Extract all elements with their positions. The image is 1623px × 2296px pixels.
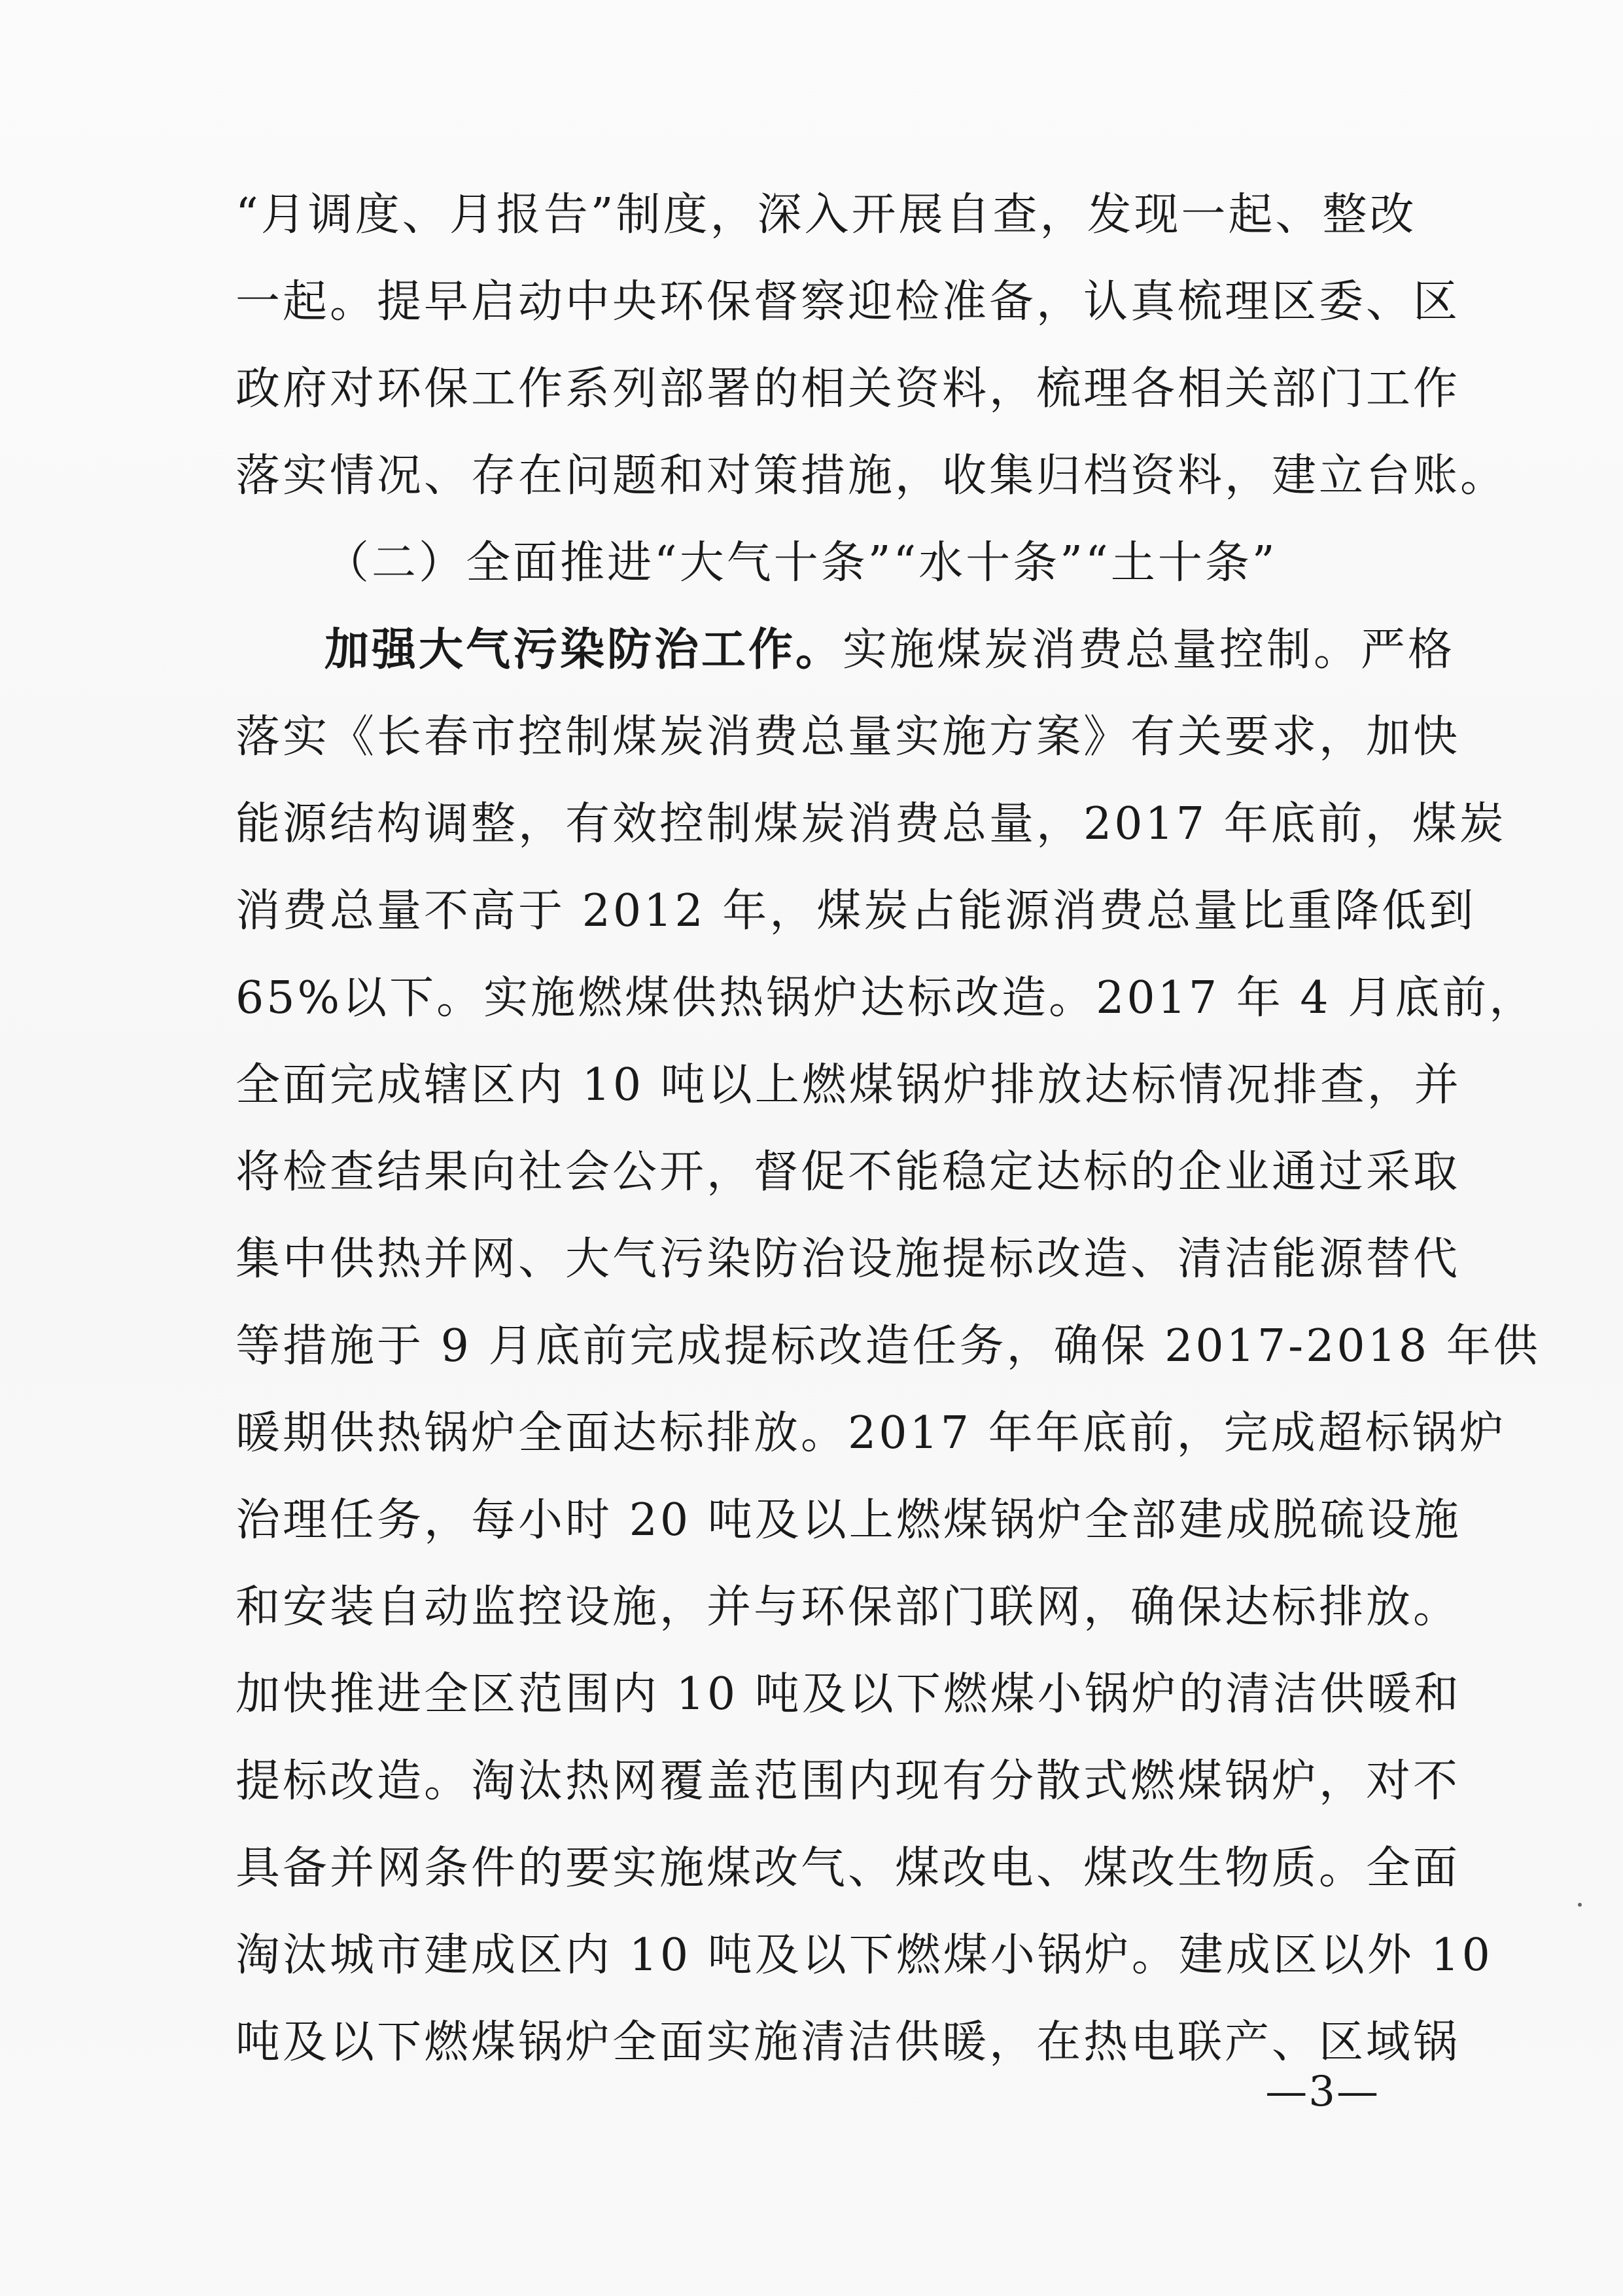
- text-line: 全面完成辖区内 10 吨以上燃煤锅炉排放达标情况排查，并: [236, 1059, 1461, 1111]
- text-line: 落实《长春市控制煤炭消费总量实施方案》有关要求，加快: [236, 711, 1461, 763]
- text-line: 消费总量不高于 2012 年，煤炭占能源消费总量比重降低到: [236, 885, 1476, 937]
- text-line: 淘汰城市建成区内 10 吨及以下燃煤小锅炉。建成区以外 10: [236, 1930, 1493, 1981]
- section-heading: （二）全面推进“大气十条”“水十条”“土十条”: [324, 537, 1278, 589]
- text-line: 政府对环保工作系列部署的相关资料，梳理各相关部门工作: [236, 363, 1461, 415]
- document-body: [236, 171, 1541, 2086]
- text-line: 加快推进全区范围内 10 吨及以下燃煤小锅炉的清洁供暖和: [236, 1669, 1461, 1720]
- text-line: 一起。提早启动中央环保督察迎检准备，认真梳理区委、区: [236, 276, 1461, 328]
- text-line: 吨及以下燃煤锅炉全面实施清洁供暖，在热电联产、区域锅: [236, 2017, 1461, 2068]
- text-line: 和安装自动监控设施，并与环保部门联网，确保达标排放。: [236, 1581, 1461, 1633]
- text-line: 暖期供热锅炉全面达标排放。2017 年年底前，完成超标锅炉: [236, 1407, 1507, 1459]
- text-line: 等措施于 9 月底前完成提标改造任务，确保 2017-2018 年供: [236, 1320, 1541, 1372]
- text-line: 65%以下。实施燃煤供热锅炉达标改造。2017 年 4 月底前，: [236, 972, 1537, 1024]
- subsection-first-line: [236, 607, 1456, 694]
- text-line: 具备并网条件的要实施煤改气、煤改电、煤改生物质。全面: [236, 1843, 1461, 1894]
- text-line: 能源结构调整，有效控制煤炭消费总量，2017 年底前，煤炭: [236, 798, 1507, 850]
- subsection-first-line-rest: 实施煤炭消费总量控制。严格: [843, 624, 1456, 676]
- text-line: 集中供热并网、大气污染防治设施提标改造、清洁能源替代: [236, 1233, 1461, 1285]
- text-line: 提标改造。淘汰热网覆盖范围内现有分散式燃煤锅炉，对不: [236, 1756, 1461, 1807]
- text-line: 将检查结果向社会公开，督促不能稳定达标的企业通过采取: [236, 1146, 1461, 1198]
- subsection-lead: 加强大气污染防治工作。: [324, 624, 843, 676]
- text-line: “月调度、月报告”制度，深入开展自查，发现一起、整改: [236, 189, 1417, 241]
- scan-speck: [1578, 1903, 1582, 1907]
- text-line: 落实情况、存在问题和对策措施，收集归档资料，建立台账。: [236, 450, 1508, 502]
- page-number: —3—: [1265, 2068, 1380, 2116]
- text-line: 治理任务，每小时 20 吨及以上燃煤锅炉全部建成脱硫设施: [236, 1494, 1461, 1546]
